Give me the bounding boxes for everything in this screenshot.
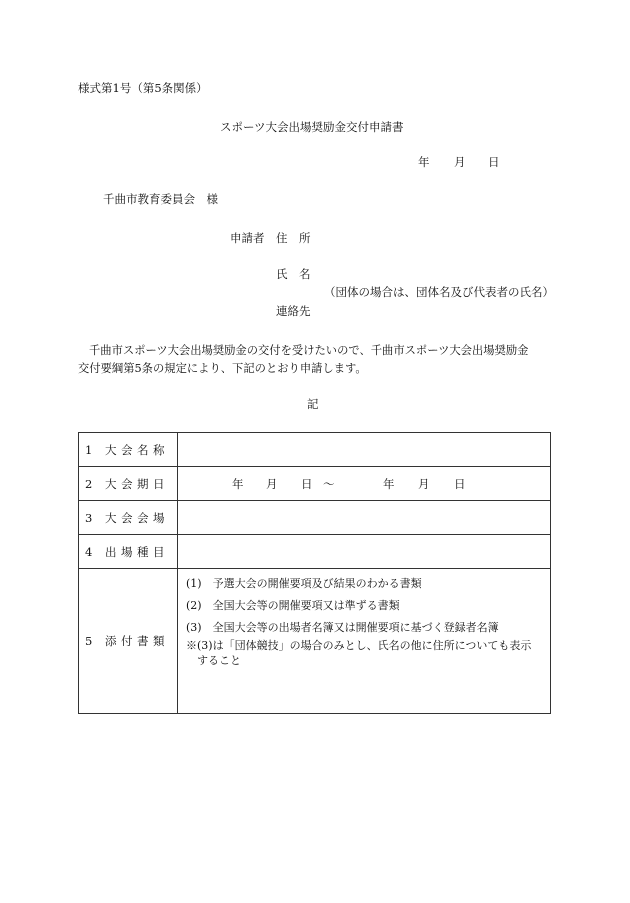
row-label-venue: 3 大会会場 [79, 501, 178, 535]
event-field[interactable] [178, 535, 551, 569]
table-row [79, 569, 551, 714]
table-row [79, 433, 551, 467]
table-row [79, 467, 551, 501]
attachment-note-line2: すること [197, 653, 241, 667]
tournament-date-field[interactable] [178, 467, 551, 501]
period-year1: 年 [232, 476, 244, 491]
row-label-tournament-name: 1 大会名称 [79, 433, 178, 467]
name-note: （団体の場合は、団体名及び代表者の氏名） [324, 285, 554, 299]
period-year2: 年 [383, 476, 395, 491]
body-text-line1: 千曲市スポーツ大会出場奨励金の交付を受けたいので、千曲市スポーツ大会出場奨励金 [89, 344, 529, 357]
period-day1: 日 [301, 476, 313, 491]
ki-heading: 記 [307, 397, 319, 411]
page-title: スポーツ大会出場奨励金交付申請書 [220, 120, 404, 134]
attachment-item-2: (2) 全国大会等の開催要項又は準ずる書類 [186, 599, 400, 612]
date-month-label: 月 [454, 155, 466, 169]
contact-label: 連絡先 [276, 304, 311, 318]
date-year-label: 年 [418, 155, 430, 169]
attachment-item-1: (1) 予選大会の開催要項及び結果のわかる書類 [186, 577, 422, 590]
venue-field[interactable] [178, 501, 551, 535]
table-row [79, 501, 551, 535]
period-day2: 日 [454, 476, 466, 491]
row-label-attachments: 5 添付書類 [79, 569, 178, 714]
row-label-event: 4 出場種目 [79, 535, 178, 569]
attachment-note-line1: ※(3)は「団体競技」の場合のみとし、氏名の他に住所についても表示 [186, 639, 532, 652]
row-label-tournament-date: 2 大会期日 [79, 467, 178, 501]
name-label: 氏 名 [276, 267, 311, 281]
attachments-cell [178, 569, 551, 714]
attachment-note [186, 639, 556, 669]
date-day-label: 日 [488, 155, 500, 169]
body-text-line2: 交付要綱第5条の規定により、下記のとおり申請します。 [78, 362, 367, 375]
applicant-label: 申請者 [230, 231, 265, 245]
application-table [78, 432, 551, 714]
recipient: 千曲市教育委員会 様 [103, 192, 218, 206]
table-row [79, 535, 551, 569]
tournament-name-field[interactable] [178, 433, 551, 467]
period-month1: 月 [266, 476, 278, 491]
attachment-item-3: (3) 全国大会等の出場者名簿又は開催要項に基づく登録者名簿 [186, 621, 499, 634]
period-tilde: ～ [323, 476, 335, 491]
period-month2: 月 [418, 476, 430, 491]
form-number: 様式第1号（第5条関係） [78, 81, 208, 95]
address-label: 住 所 [276, 231, 311, 245]
